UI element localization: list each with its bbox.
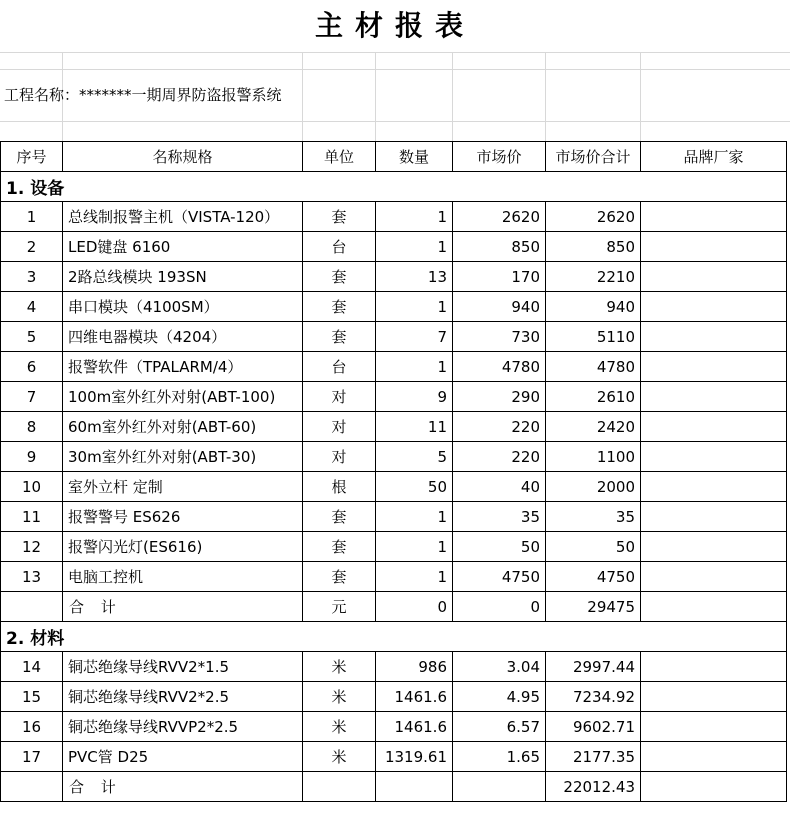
cell-no[interactable]: 11 [1, 502, 63, 532]
gridline [302, 52, 303, 141]
subtotal-total[interactable]: 29475 [546, 592, 641, 622]
header-total[interactable]: 市场价合计 [546, 142, 641, 172]
cell-total[interactable]: 1100 [546, 442, 641, 472]
cell-qty[interactable]: 11 [376, 412, 453, 442]
cell-name[interactable]: 铜芯绝缘导线RVVP2*2.5 [63, 712, 303, 742]
cell-unit[interactable]: 米 [303, 682, 376, 712]
cell-name[interactable]: 100m室外红外对射(ABT-100) [63, 382, 303, 412]
header-row [1, 142, 787, 172]
cell-name[interactable]: 报警软件（TPALARM/4） [63, 352, 303, 382]
cell-name[interactable]: 30m室外红外对射(ABT-30) [63, 442, 303, 472]
table-row [1, 652, 787, 682]
cell-name[interactable]: 2路总线模块 193SN [63, 262, 303, 292]
report-title: 主材报表 [314, 9, 475, 42]
cell-unit[interactable]: 台 [303, 232, 376, 262]
subtotal-label[interactable]: 合 计 [63, 772, 303, 802]
cell-no[interactable]: 1 [1, 202, 63, 232]
cell-qty[interactable]: 5 [376, 442, 453, 472]
cell-unit[interactable]: 套 [303, 562, 376, 592]
cell-qty[interactable]: 50 [376, 472, 453, 502]
cell-brand[interactable] [641, 532, 787, 562]
cell-brand[interactable] [641, 412, 787, 442]
cell-no[interactable]: 7 [1, 382, 63, 412]
cell-price[interactable]: 4.95 [453, 682, 546, 712]
table-row [1, 202, 787, 232]
cell-price[interactable]: 50 [453, 532, 546, 562]
cell-qty[interactable]: 1 [376, 562, 453, 592]
cell-name[interactable]: 60m室外红外对射(ABT-60) [63, 412, 303, 442]
cell-price[interactable]: 170 [453, 262, 546, 292]
section-title[interactable]: 2. 材料 [1, 622, 787, 652]
cell-total[interactable]: 9602.71 [546, 712, 641, 742]
cell-no[interactable]: 15 [1, 682, 63, 712]
cell-unit[interactable]: 元 [303, 592, 376, 622]
cell-name[interactable]: 铜芯绝缘导线RVV2*2.5 [63, 682, 303, 712]
cell-unit[interactable]: 对 [303, 412, 376, 442]
cell-total[interactable]: 4780 [546, 352, 641, 382]
cell-no[interactable]: 16 [1, 712, 63, 742]
section-title[interactable]: 1. 设备 [1, 172, 787, 202]
cell-price[interactable] [453, 772, 546, 802]
table-row [1, 232, 787, 262]
section-row [1, 172, 787, 202]
gridline [0, 52, 790, 53]
table-row [1, 412, 787, 442]
cell-price[interactable]: 290 [453, 382, 546, 412]
cell-total[interactable]: 2000 [546, 472, 641, 502]
cell-price[interactable]: 4780 [453, 352, 546, 382]
cell-total[interactable]: 7234.92 [546, 682, 641, 712]
cell-brand[interactable] [641, 562, 787, 592]
cell-name[interactable]: 四维电器模块（4204） [63, 322, 303, 352]
table-row [1, 472, 787, 502]
subtotal-label[interactable]: 合 计 [63, 592, 303, 622]
project-name [4, 84, 282, 105]
cell-no[interactable]: 5 [1, 322, 63, 352]
gridline [640, 52, 641, 141]
cell-qty[interactable]: 0 [376, 592, 453, 622]
cell-brand[interactable] [641, 742, 787, 772]
cell-unit[interactable]: 米 [303, 652, 376, 682]
cell-total[interactable]: 35 [546, 502, 641, 532]
cell-no[interactable]: 14 [1, 652, 63, 682]
header-unit[interactable]: 单位 [303, 142, 376, 172]
cell-no[interactable]: 8 [1, 412, 63, 442]
cell-total[interactable]: 2997.44 [546, 652, 641, 682]
header-qty[interactable]: 数量 [376, 142, 453, 172]
cell-brand[interactable] [641, 682, 787, 712]
cell-total[interactable]: 2210 [546, 262, 641, 292]
cell-qty[interactable]: 986 [376, 652, 453, 682]
header-brand[interactable]: 品牌厂家 [641, 142, 787, 172]
cell-price[interactable]: 220 [453, 442, 546, 472]
cell-unit[interactable]: 套 [303, 532, 376, 562]
cell-unit[interactable]: 对 [303, 442, 376, 472]
cell-price[interactable]: 220 [453, 412, 546, 442]
cell-price[interactable]: 0 [453, 592, 546, 622]
cell-name[interactable]: 铜芯绝缘导线RVV2*1.5 [63, 652, 303, 682]
cell-qty[interactable]: 1 [376, 352, 453, 382]
header-name[interactable]: 名称规格 [63, 142, 303, 172]
materials-table [0, 141, 787, 802]
project-name-value: *******一期周界防盗报警系统 [79, 86, 282, 104]
table-row [1, 442, 787, 472]
cell-price[interactable]: 4750 [453, 562, 546, 592]
cell-name[interactable]: 串口模块（4100SM） [63, 292, 303, 322]
cell-no[interactable]: 6 [1, 352, 63, 382]
cell-price[interactable]: 1.65 [453, 742, 546, 772]
cell-brand[interactable] [641, 322, 787, 352]
table-row [1, 382, 787, 412]
cell-price[interactable]: 850 [453, 232, 546, 262]
cell-name[interactable]: 室外立杆 定制 [63, 472, 303, 502]
cell-brand[interactable] [641, 382, 787, 412]
subtotal-total[interactable]: 22012.43 [546, 772, 641, 802]
cell-qty[interactable]: 1 [376, 232, 453, 262]
section-row [1, 622, 787, 652]
cell-total[interactable]: 50 [546, 532, 641, 562]
cell-total[interactable]: 4750 [546, 562, 641, 592]
cell-unit[interactable] [303, 772, 376, 802]
cell-qty[interactable]: 1461.6 [376, 682, 453, 712]
cell-price[interactable]: 730 [453, 322, 546, 352]
cell-qty[interactable]: 1461.6 [376, 712, 453, 742]
cell-brand[interactable] [641, 652, 787, 682]
cell-name[interactable]: PVC管 D25 [63, 742, 303, 772]
cell-brand[interactable] [641, 712, 787, 742]
table-row [1, 562, 787, 592]
cell-no[interactable]: 17 [1, 742, 63, 772]
cell-qty[interactable]: 1 [376, 502, 453, 532]
gridline [545, 52, 546, 141]
cell-unit[interactable]: 米 [303, 742, 376, 772]
gridline [452, 52, 453, 141]
cell-no[interactable]: 3 [1, 262, 63, 292]
table-row [1, 682, 787, 712]
table-row [1, 742, 787, 772]
cell-name[interactable]: 报警闪光灯(ES616) [63, 532, 303, 562]
cell-brand[interactable] [641, 772, 787, 802]
cell-price[interactable]: 6.57 [453, 712, 546, 742]
cell-unit[interactable]: 米 [303, 712, 376, 742]
cell-brand[interactable] [641, 232, 787, 262]
cell-unit[interactable]: 套 [303, 262, 376, 292]
cell-qty[interactable] [376, 772, 453, 802]
cell-no[interactable]: 12 [1, 532, 63, 562]
cell-no[interactable]: 4 [1, 292, 63, 322]
cell-brand[interactable] [641, 352, 787, 382]
cell-unit[interactable]: 套 [303, 502, 376, 532]
cell-name[interactable]: 电脑工控机 [63, 562, 303, 592]
gridline [375, 52, 376, 141]
gridline [0, 121, 790, 122]
cell-total[interactable]: 940 [546, 292, 641, 322]
table-row [1, 712, 787, 742]
table-body [1, 172, 787, 802]
cell-unit[interactable]: 套 [303, 292, 376, 322]
table-row [1, 292, 787, 322]
cell-brand[interactable] [641, 292, 787, 322]
cell-name[interactable]: 总线制报警主机（VISTA-120） [63, 202, 303, 232]
cell-brand[interactable] [641, 202, 787, 232]
cell-price[interactable]: 40 [453, 472, 546, 502]
subtotal-row [1, 772, 787, 802]
cell-unit[interactable]: 对 [303, 382, 376, 412]
cell-brand[interactable] [641, 442, 787, 472]
cell-qty[interactable]: 1 [376, 202, 453, 232]
cell-unit[interactable]: 台 [303, 352, 376, 382]
cell-qty[interactable]: 1 [376, 292, 453, 322]
cell-no[interactable] [1, 592, 63, 622]
gridline [0, 69, 790, 70]
cell-unit[interactable]: 根 [303, 472, 376, 502]
table-row [1, 262, 787, 292]
cell-name[interactable]: LED键盘 6160 [63, 232, 303, 262]
cell-price[interactable]: 35 [453, 502, 546, 532]
cell-brand[interactable] [641, 262, 787, 292]
cell-qty[interactable]: 9 [376, 382, 453, 412]
cell-qty[interactable]: 1 [376, 532, 453, 562]
cell-no[interactable]: 10 [1, 472, 63, 502]
cell-name[interactable]: 报警警号 ES626 [63, 502, 303, 532]
table-row [1, 322, 787, 352]
cell-total[interactable]: 2620 [546, 202, 641, 232]
cell-price[interactable]: 940 [453, 292, 546, 322]
cell-brand[interactable] [641, 472, 787, 502]
cell-total[interactable]: 850 [546, 232, 641, 262]
cell-price[interactable]: 2620 [453, 202, 546, 232]
cell-unit[interactable]: 套 [303, 202, 376, 232]
cell-total[interactable]: 2420 [546, 412, 641, 442]
cell-no[interactable]: 9 [1, 442, 63, 472]
cell-qty[interactable]: 1319.61 [376, 742, 453, 772]
cell-qty[interactable]: 7 [376, 322, 453, 352]
cell-brand[interactable] [641, 592, 787, 622]
table-row [1, 352, 787, 382]
header-price[interactable]: 市场价 [453, 142, 546, 172]
cell-total[interactable]: 5110 [546, 322, 641, 352]
subtotal-row [1, 592, 787, 622]
header-no[interactable]: 序号 [1, 142, 63, 172]
cell-qty[interactable]: 13 [376, 262, 453, 292]
cell-total[interactable]: 2610 [546, 382, 641, 412]
table-row [1, 502, 787, 532]
table-row [1, 532, 787, 562]
project-name-label: 工程名称： [4, 86, 80, 104]
cell-no[interactable]: 2 [1, 232, 63, 262]
cell-no[interactable]: 13 [1, 562, 63, 592]
cell-no[interactable] [1, 772, 63, 802]
cell-total[interactable]: 2177.35 [546, 742, 641, 772]
cell-price[interactable]: 3.04 [453, 652, 546, 682]
cell-unit[interactable]: 套 [303, 322, 376, 352]
cell-brand[interactable] [641, 502, 787, 532]
